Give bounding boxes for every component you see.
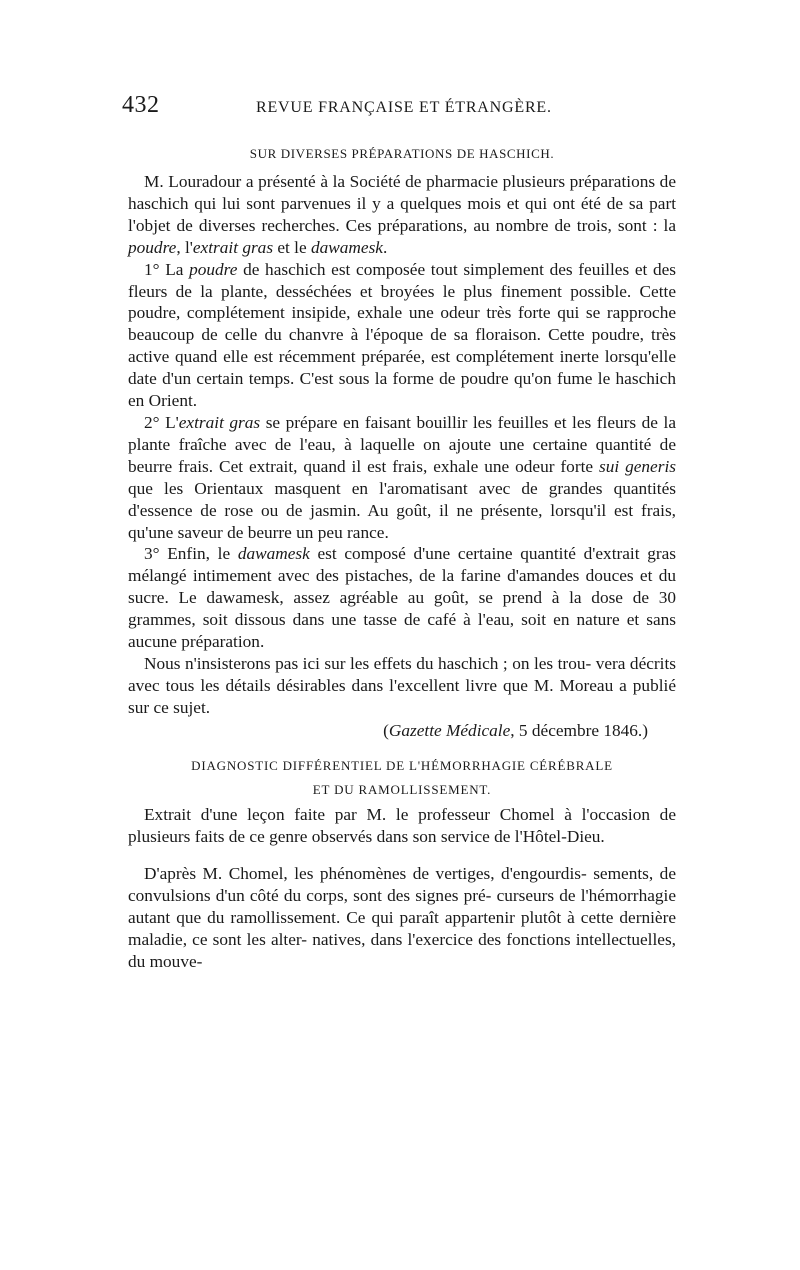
paragraph-chomel: D'après M. Chomel, les phénomènes de vertiges, d'engourdis- sements, de convulsions d'un côté du corps, sont des signes pré- curseurs de l'hémorrhagie autant que du ramollissement. Ce qui paraît appartenir plutôt à cette dernière maladie, ce sont les alter- natives, dans l'exercice des fonctions intellectuelles, du mouve- [128, 864, 676, 972]
paragraph-conclusion: Nous n'insisterons pas ici sur les effets du haschich ; on les trou- vera décrits avec tous les détails désirables dans l'excellent livre que M. Moreau a publié sur ce sujet. [128, 653, 676, 717]
paragraph-intro: M. Louradour a présenté à la Société de pharmacie plusieurs préparations de haschich qui lui sont parvenues il y a quelques mois et qui ont été de sa part l'objet de diverses recherches. Ces préparations, au nombre de trois, sont : la poudre, l'extrait gras et le dawamesk. [128, 172, 676, 257]
book-page [122, 92, 676, 973]
paragraph-spacer [128, 847, 676, 863]
journal-title: REVUE FRANÇAISE ET ÉTRANGÈRE. [256, 99, 552, 116]
citation: (Gazette Médicale, 5 décembre 1846.) [383, 720, 648, 740]
article-title-2-line-1: DIAGNOSTIC DIFFÉRENTIEL DE L'HÉMORRHAGIE CÉRÉBRALE [191, 757, 613, 773]
paragraph-extrait-gras: 2° L'extrait gras se prépare en faisant bouillir les feuilles et les fleurs de la plante fraîche avec de l'eau, à laquelle on ajoute une certaine quantité de beurre frais. Cet extrait, quand il est frais, exhale une odeur forte sui generis que les Orientaux masquent en l'aromatisant avec de grandes quantités d'essence de rose ou de jasmin. Au goût, il ne présente, lorsqu'il est frais, qu'une saveur de beurre un peu rance. [128, 412, 676, 542]
article-title-2-line-2: ET DU RAMOLLISSEMENT. [312, 781, 492, 797]
paragraph-dawamesk: 3° Enfin, le dawamesk est composé d'une certaine quantité d'extrait gras mélangé intimement avec des pistaches, de la farine d'amandes douces et du sucre. Le dawamesk, assez agréable au goût, se prend à la dose de 30 grammes, soit dissous dans une tasse de café à l'eau, soit en nature et sans aucune préparation. [128, 544, 676, 652]
article-title-2 [128, 754, 676, 802]
running-head [122, 92, 676, 126]
paragraph-poudre: 1° La poudre de haschich est composée tout simplement des feuilles et des fleurs de la plante, desséchées et broyées le plus finement possible. Cette poudre, complétement insipide, exhale une odeur très forte qui se rapproche beaucoup de celle du chanvre à l'époque de sa floraison. Cette poudre, très active quand elle est récemment préparée, est complétement inerte lorsqu'elle date d'un certain temps. C'est sous la forme de poudre qu'on fume le haschich en Orient. [128, 259, 676, 411]
paragraph-extract-note: Extrait d'une leçon faite par M. le professeur Chomel à l'occasion de plusieurs faits de ce genre observés dans son service de l'Hôtel-Dieu. [128, 804, 676, 846]
page-number: 432 [122, 92, 160, 118]
article-title: SUR DIVERSES PRÉPARATIONS DE HASCHICH. [249, 146, 555, 161]
